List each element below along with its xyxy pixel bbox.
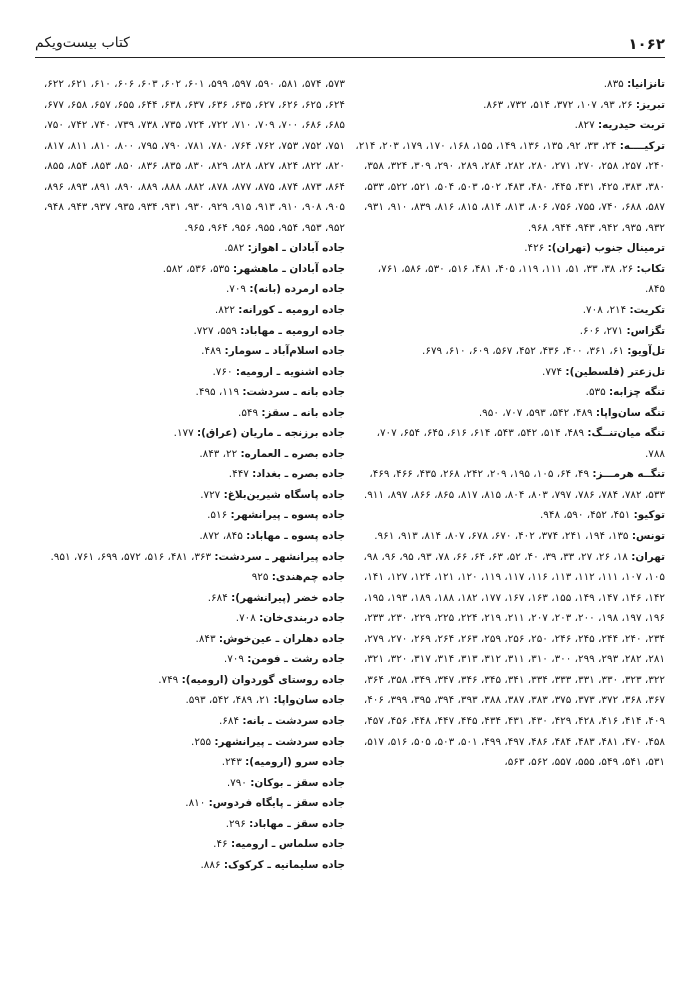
index-refs: ۴۴۷. — [228, 468, 249, 481]
index-refs: ۹۲۵ — [251, 571, 269, 584]
index-refs: ۴۸۹، ۵۴۲، ۵۹۳، ۷۰۷، ۹۵۰. — [478, 406, 593, 419]
index-refs: ۲۶، ۳۸، ۳۳، ۵۱، ۱۱۱، ۱۱۹، ۴۰۵، ۴۸۱، ۵۱۶، ۵۳۰، ۵۸۶، ۷۶۱، ۸۴۵. — [377, 262, 665, 296]
index-refs: ۲۶، ۹۳، ۱۰۷، ۳۷۲، ۵۱۴، ۷۳۲، ۸۶۳. — [483, 98, 633, 111]
index-term: تل‌آویو: — [627, 345, 665, 358]
index-term: جاده بصره ـ بغداد: — [252, 468, 345, 481]
index-refs: ۱۱۹، ۴۹۵. — [195, 386, 240, 399]
index-refs: ۷۲۷. — [200, 488, 221, 501]
index-entry — [355, 547, 665, 773]
index-term: تانزانیا: — [627, 78, 665, 90]
index-entry — [35, 259, 345, 280]
index-refs: ۲۹۶. — [225, 817, 246, 830]
index-term: جاده چم‌هندی: — [271, 571, 345, 584]
index-entry — [35, 855, 345, 876]
index-refs: ۲۴، ۳۳، ۹۲، ۱۳۵، ۱۳۶، ۱۴۹، ۱۵۵، ۱۶۸، ۱۷۰، ۱۷۹، ۲۰۳، ۲۱۴، ۲۴۰، ۲۵۷، ۲۵۸، ۲۷۰، ۲۷۱، ۲۸۰، ۲۸۲، ۲۸۴، ۲۸۹، ۲۹۰، ۳۰۹، ۳۲۴، ۳۵۸، ۳۸۰، ۳۸۳، ۴۲۵، ۴۳۱، ۴۴۵، ۴۸۰، ۴۸۳، ۵۰۲، ۵۰۳، ۵۰۴، ۵۲۱، ۵۲۲، ۵۳۳، ۵۸۷، ۶۸۸، ۷۴۰، ۷۵۵، ۷۵۶، ۸۰۶، ۸۱۳، ۸۱۴، ۸۱۵، ۸۱۶، ۸۳۹، ۹۱۰، ۹۳۱، ۹۳۲، ۹۳۵، ۹۴۲، ۹۴۳، ۹۴۴، ۹۶۸. — [355, 139, 665, 234]
index-term: جاده سرو (ارومیه): — [245, 756, 345, 769]
index-term: ترمینال جنوب (تهران): — [547, 242, 665, 255]
index-term: جاده ارومیه ـ مهاباد: — [240, 324, 345, 337]
index-term: جاده سلیمانیه ـ کرکوک: — [223, 858, 345, 871]
index-refs: ۲۴۳. — [221, 756, 242, 769]
index-term: جاده خضر (پیرانشهر): — [231, 591, 345, 604]
index-entry — [35, 732, 345, 753]
index-term: جاده سان‌واپا: — [273, 694, 345, 707]
page-number: ۱۰۶۲ — [628, 35, 665, 53]
index-entry — [35, 238, 345, 259]
index-term: جاده سقز ـ پایگاه فردوس: — [208, 797, 345, 810]
index-term: جاده سلماس ـ ارومیه: — [230, 838, 345, 851]
index-refs: ۷۶۰. — [212, 365, 233, 378]
index-term: جاده پسوه ـ مهاباد: — [246, 530, 345, 543]
index-term: تنگه سان‌واپا: — [595, 406, 665, 419]
index-refs: ۴۵۱، ۴۵۲، ۵۹۰، ۹۴۸. — [539, 509, 631, 522]
index-entry — [35, 505, 345, 526]
index-refs: ۷۴۹. — [158, 673, 179, 686]
index-entry — [355, 403, 665, 424]
index-entry — [35, 300, 345, 321]
index-refs: ۵۱۶. — [207, 509, 228, 522]
index-entry — [35, 629, 345, 650]
index-refs: ۱۳۵، ۱۹۴، ۲۴۱، ۳۷۴، ۴۰۲، ۶۷۰، ۶۷۸، ۸۰۷، ۸۱۴، ۹۱۳، ۹۶۱. — [374, 530, 629, 543]
index-refs: ۷۰۸. — [235, 612, 256, 625]
index-entry — [35, 362, 345, 383]
index-term: جاده رشت ـ فومن: — [247, 653, 345, 666]
index-term: جاده اسلام‌آباد ـ سومار: — [224, 345, 345, 358]
index-refs: ۸۳۵. — [603, 78, 624, 90]
index-entry — [35, 403, 345, 424]
index-refs: ۸۱۰. — [185, 797, 206, 810]
index-entry — [35, 834, 345, 855]
index-term: جاده پیرانشهر ـ سردشت: — [214, 550, 345, 563]
index-term: توکیو: — [633, 509, 665, 522]
index-refs: ۸۲۷. — [574, 119, 595, 132]
index-entry — [355, 259, 665, 300]
index-entry — [35, 814, 345, 835]
index-column-right — [355, 74, 665, 773]
index-refs: ۸۲۲. — [214, 304, 235, 317]
index-term: جاده سردشت ـ بانه: — [242, 714, 345, 727]
index-refs: ۸۸۶. — [200, 858, 221, 871]
index-term: تنگــه هرمـــز: — [592, 468, 665, 481]
index-entry — [355, 505, 665, 526]
index-term: تکاب: — [636, 262, 665, 275]
index-refs: ۴۶. — [213, 838, 228, 851]
index-term: جاده سقز ـ مهاباد: — [249, 817, 345, 830]
index-refs: ۴۸۹، ۵۱۴، ۵۴۲، ۵۴۳، ۶۱۴، ۶۱۶، ۶۴۵، ۶۵۴، ۷۰۷، ۷۸۸. — [376, 427, 665, 460]
index-entry — [355, 321, 665, 342]
index-term: تربت حیدریه: — [598, 119, 665, 132]
index-entry — [355, 74, 665, 95]
index-entry — [35, 567, 345, 588]
index-refs: ۲۷۱، ۶۰۶. — [579, 324, 624, 337]
index-refs: ۷۹۰. — [226, 776, 247, 789]
index-term: تنگه میان‌تنــگ: — [587, 427, 665, 440]
index-refs: ۴۹، ۶۴، ۱۰۵، ۱۹۵، ۲۰۹، ۲۴۲، ۲۶۸، ۴۳۵، ۴۶۶، ۴۶۹، ۵۳۳، ۷۸۲، ۷۸۴، ۷۸۶، ۷۹۷، ۸۰۳، ۸۰۴، ۸۱۵، ۸۱۷، ۸۶۵، ۸۶۶، ۸۹۷، ۹۱۱. — [363, 468, 665, 501]
index-term: جاده آبادان ـ اهواز: — [247, 242, 345, 255]
index-refs: ۲۱، ۴۸۹، ۵۴۲، ۵۹۳. — [185, 694, 271, 707]
index-entry — [35, 341, 345, 362]
index-entry — [355, 423, 665, 464]
index-term: ترکیــــه: — [619, 139, 665, 152]
index-refs: ۱۸، ۲۶، ۲۷، ۳۳، ۳۹، ۴۰، ۵۲، ۶۳، ۶۴، ۶۶، ۷۸، ۹۳، ۹۵، ۹۶، ۹۸، ۱۰۵، ۱۰۷، ۱۱۱، ۱۱۲، ۱۱۳، ۱۱۶، ۱۱۷، ۱۱۹، ۱۲۰، ۱۲۱، ۱۲۴، ۱۲۷، ۱۴۱، ۱۴۲، ۱۴۶، ۱۴۷، ۱۴۹، ۱۵۵، ۱۶۳، ۱۶۷، ۱۷۷، ۱۸۲، ۱۸۸، ۱۸۹، ۱۹۳، ۱۹۵، ۱۹۶، ۱۹۷، ۱۹۸، ۲۰۰، ۲۰۳، ۲۰۷، ۲۱۱، ۲۱۹، ۲۲۴، ۲۲۵، ۲۲۹، ۲۳۰، ۲۳۳، ۲۳۴، ۲۴۰، ۲۴۴، ۲۴۵، ۲۴۶، ۲۵۰، ۲۵۶، ۲۵۹، ۲۶۳، ۲۶۴، ۲۶۹، ۲۷۰، ۲۷۹، ۲۸۱، ۲۸۲، ۲۹۳، ۲۹۹، ۳۰۰، ۳۱۰، ۳۱۱، ۳۱۲، ۳۱۳، ۳۱۴، ۳۱۷، ۳۲۰، ۳۲۱، ۳۲۲، ۳۲۳، ۳۳۰، ۳۳۱، ۳۳۳، ۳۳۴، ۳۴۱، ۳۴۵، ۳۴۶، ۳۴۷، ۳۴۹، ۳۵۸، ۳۶۴، ۳۶۷، ۳۶۸، ۳۷۲، ۳۷۳، ۳۷۵، ۳۸۳، ۳۸۷، ۳۸۸، ۳۹۳، ۳۹۴، ۳۹۵، ۳۹۹، ۴۰۶، ۴۰۹، ۴۱۴، ۴۱۶، ۴۲۸، ۴۲۹، ۴۳۰، ۴۳۱، ۴۳۴، ۴۴۵، ۴۴۷، ۴۴۸، ۴۵۶، ۴۵۷، ۴۵۸، ۴۷۰، ۴۸۱، ۴۸۳، ۴۸۴، ۴۸۶، ۴۹۷، ۴۹۹، ۵۰۱، ۵۰۳، ۵۰۵، ۵۱۶، ۵۱۷، ۵۳۱، ۵۴۱، ۵۴۹، ۵۵۵، ۵۵۷، ۵۶۲، ۵۶۳، — [363, 550, 665, 769]
index-entry — [35, 382, 345, 403]
index-term: تنگه چزابه: — [609, 386, 665, 399]
page-header — [35, 33, 665, 58]
index-refs: ۴۸۹. — [201, 345, 222, 358]
index-term: جاده ارمرده (بانه): — [249, 283, 345, 296]
index-entry — [35, 690, 345, 711]
book-title: کتاب بیست‌ویکم — [35, 35, 130, 51]
index-refs: ۴۲۶. — [524, 242, 545, 255]
index-entry — [35, 547, 345, 568]
index-entry — [355, 115, 665, 136]
index-column-left — [35, 74, 345, 875]
index-entry — [35, 793, 345, 814]
index-entry — [35, 752, 345, 773]
index-refs: ۷۰۹. — [225, 283, 247, 296]
index-entry — [35, 773, 345, 794]
index-term: جاده بصره ـ العماره: — [240, 447, 345, 460]
index-term: جاده دهلران ـ عین‌خوش: — [218, 632, 345, 645]
index-refs: ۶۸۴. — [207, 591, 228, 604]
index-refs: ۶۱، ۳۶۱، ۴۰۰، ۴۳۶، ۴۵۲، ۵۶۷، ۶۰۹، ۶۱۰، ۶۷۹. — [422, 345, 624, 358]
index-refs: ۷۷۴. — [542, 365, 563, 378]
index-refs: ۲۵۵. — [191, 735, 212, 748]
index-term: جاده اشنویه ـ ارومیه: — [235, 365, 345, 378]
index-term: جاده دربندی‌خان: — [259, 612, 345, 625]
index-refs: ۵۴۹. — [238, 406, 259, 419]
index-term: تهران: — [631, 550, 665, 563]
index-term: تگزاس: — [626, 324, 665, 337]
index-refs: ۸۴۳. — [195, 632, 216, 645]
index-refs: ۷۰۹. — [223, 653, 244, 666]
index-entry — [35, 649, 345, 670]
index-term: جاده برزنجه ـ ماریان (عراق): — [197, 427, 345, 440]
index-entry — [35, 711, 345, 732]
index-entry — [355, 95, 665, 116]
index-entry — [35, 464, 345, 485]
index-term: جاده بانه ـ سقز: — [261, 406, 345, 419]
index-refs: ۵۳۵. — [585, 386, 606, 399]
index-continuation: ۵۷۳، ۵۷۴، ۵۸۱، ۵۹۰، ۵۹۷، ۵۹۹، ۶۰۱، ۶۰۲، ۶۰۳، ۶۰۶، ۶۱۰، ۶۲۱، ۶۲۲، ۶۲۴، ۶۲۵، ۶۲۶، ۶۲۷، ۶۳۵، ۶۳۶، ۶۳۷، ۶۳۸، ۶۴۴، ۶۵۵، ۶۵۷، ۶۵۸، ۶۷۷، ۶۸۵، ۶۸۶، ۷۰۰، ۷۰۹، ۷۱۰، ۷۲۲، ۷۲۴، ۷۳۵، ۷۳۸، ۷۳۹، ۷۴۰، ۷۴۲، ۷۵۰، ۷۵۱، ۷۵۲، ۷۵۳، ۷۶۲، ۷۶۴، ۷۸۰، ۷۸۱، ۷۹۰، ۷۹۵، ۸۰۰، ۸۱۰، ۸۱۱، ۸۱۷، ۸۲۰، ۸۲۲، ۸۲۴، ۸۲۷، ۸۲۸، ۸۲۹، ۸۳۰، ۸۳۵، ۸۳۶، ۸۵۰، ۸۵۳، ۸۵۴، ۸۵۵، ۸۶۴، ۸۷۳، ۸۷۴، ۸۷۵، ۸۷۷، ۸۷۸، ۸۸۲، ۸۸۸، ۸۸۹، ۸۹۰، ۸۹۱، ۸۹۳، ۸۹۶، ۹۰۵، ۹۰۸، ۹۱۰، ۹۱۳، ۹۱۵، ۹۲۹، ۹۳۰، ۹۳۱، ۹۳۴، ۹۳۵، ۹۳۷، ۹۴۳، ۹۴۸، ۹۵۲، ۹۵۳، ۹۵۴، ۹۵۵، ۹۵۶، ۹۶۴، ۹۶۵. — [43, 78, 345, 234]
index-entry — [355, 526, 665, 547]
index-entry — [35, 321, 345, 342]
index-entry — [35, 485, 345, 506]
index-term: تونس: — [631, 530, 665, 543]
index-term: تکریت: — [629, 304, 665, 317]
index-term: جاده سقز ـ بوکان: — [250, 776, 345, 789]
index-entry — [35, 588, 345, 609]
index-term: تل‌زعتر (فلسطین): — [565, 365, 665, 378]
index-entry — [355, 136, 665, 239]
index-term: تبریز: — [635, 98, 665, 111]
index-entry — [355, 382, 665, 403]
index-term: جاده بانه ـ سردشت: — [242, 386, 345, 399]
index-entry — [355, 300, 665, 321]
index-refs: ۲۱۴، ۷۰۸. — [582, 304, 627, 317]
index-entry — [35, 608, 345, 629]
index-entry — [35, 279, 345, 300]
index-term: جاده آبادان ـ ماهشهر: — [233, 262, 345, 275]
index-refs: ۵۳۵، ۵۳۶، ۵۸۲. — [162, 262, 230, 275]
index-refs: ۱۷۷. — [173, 427, 194, 440]
index-refs: ۶۸۴. — [218, 714, 240, 727]
index-term: جاده پسوه ـ پیرانشهر: — [230, 509, 345, 522]
index-entry — [355, 238, 665, 259]
index-entry — [355, 464, 665, 505]
index-entry — [355, 341, 665, 362]
index-term: جاده سردشت ـ پیرانشهر: — [214, 735, 345, 748]
index-entry — [35, 444, 345, 465]
index-refs: ۲۲، ۸۴۳. — [199, 447, 238, 460]
index-refs: ۵۸۲. — [224, 242, 245, 255]
index-entry — [35, 423, 345, 444]
index-term: جاده پاسگاه شیرین‌بلاغ: — [223, 488, 345, 501]
index-refs: ۵۵۹، ۷۲۷. — [193, 324, 237, 337]
index-entry — [35, 670, 345, 691]
index-entry — [355, 362, 665, 383]
index-refs: ۸۴۵، ۸۷۲. — [199, 530, 243, 543]
index-entry — [35, 526, 345, 547]
index-refs: ۳۶۳، ۴۸۱، ۵۱۶، ۵۷۲، ۶۹۹، ۷۶۱، ۹۵۱. — [50, 550, 212, 563]
index-term: جاده ارومیه ـ کورانه: — [238, 304, 345, 317]
index-term: جاده روستای گوردوان (ارومیه): — [181, 673, 345, 686]
